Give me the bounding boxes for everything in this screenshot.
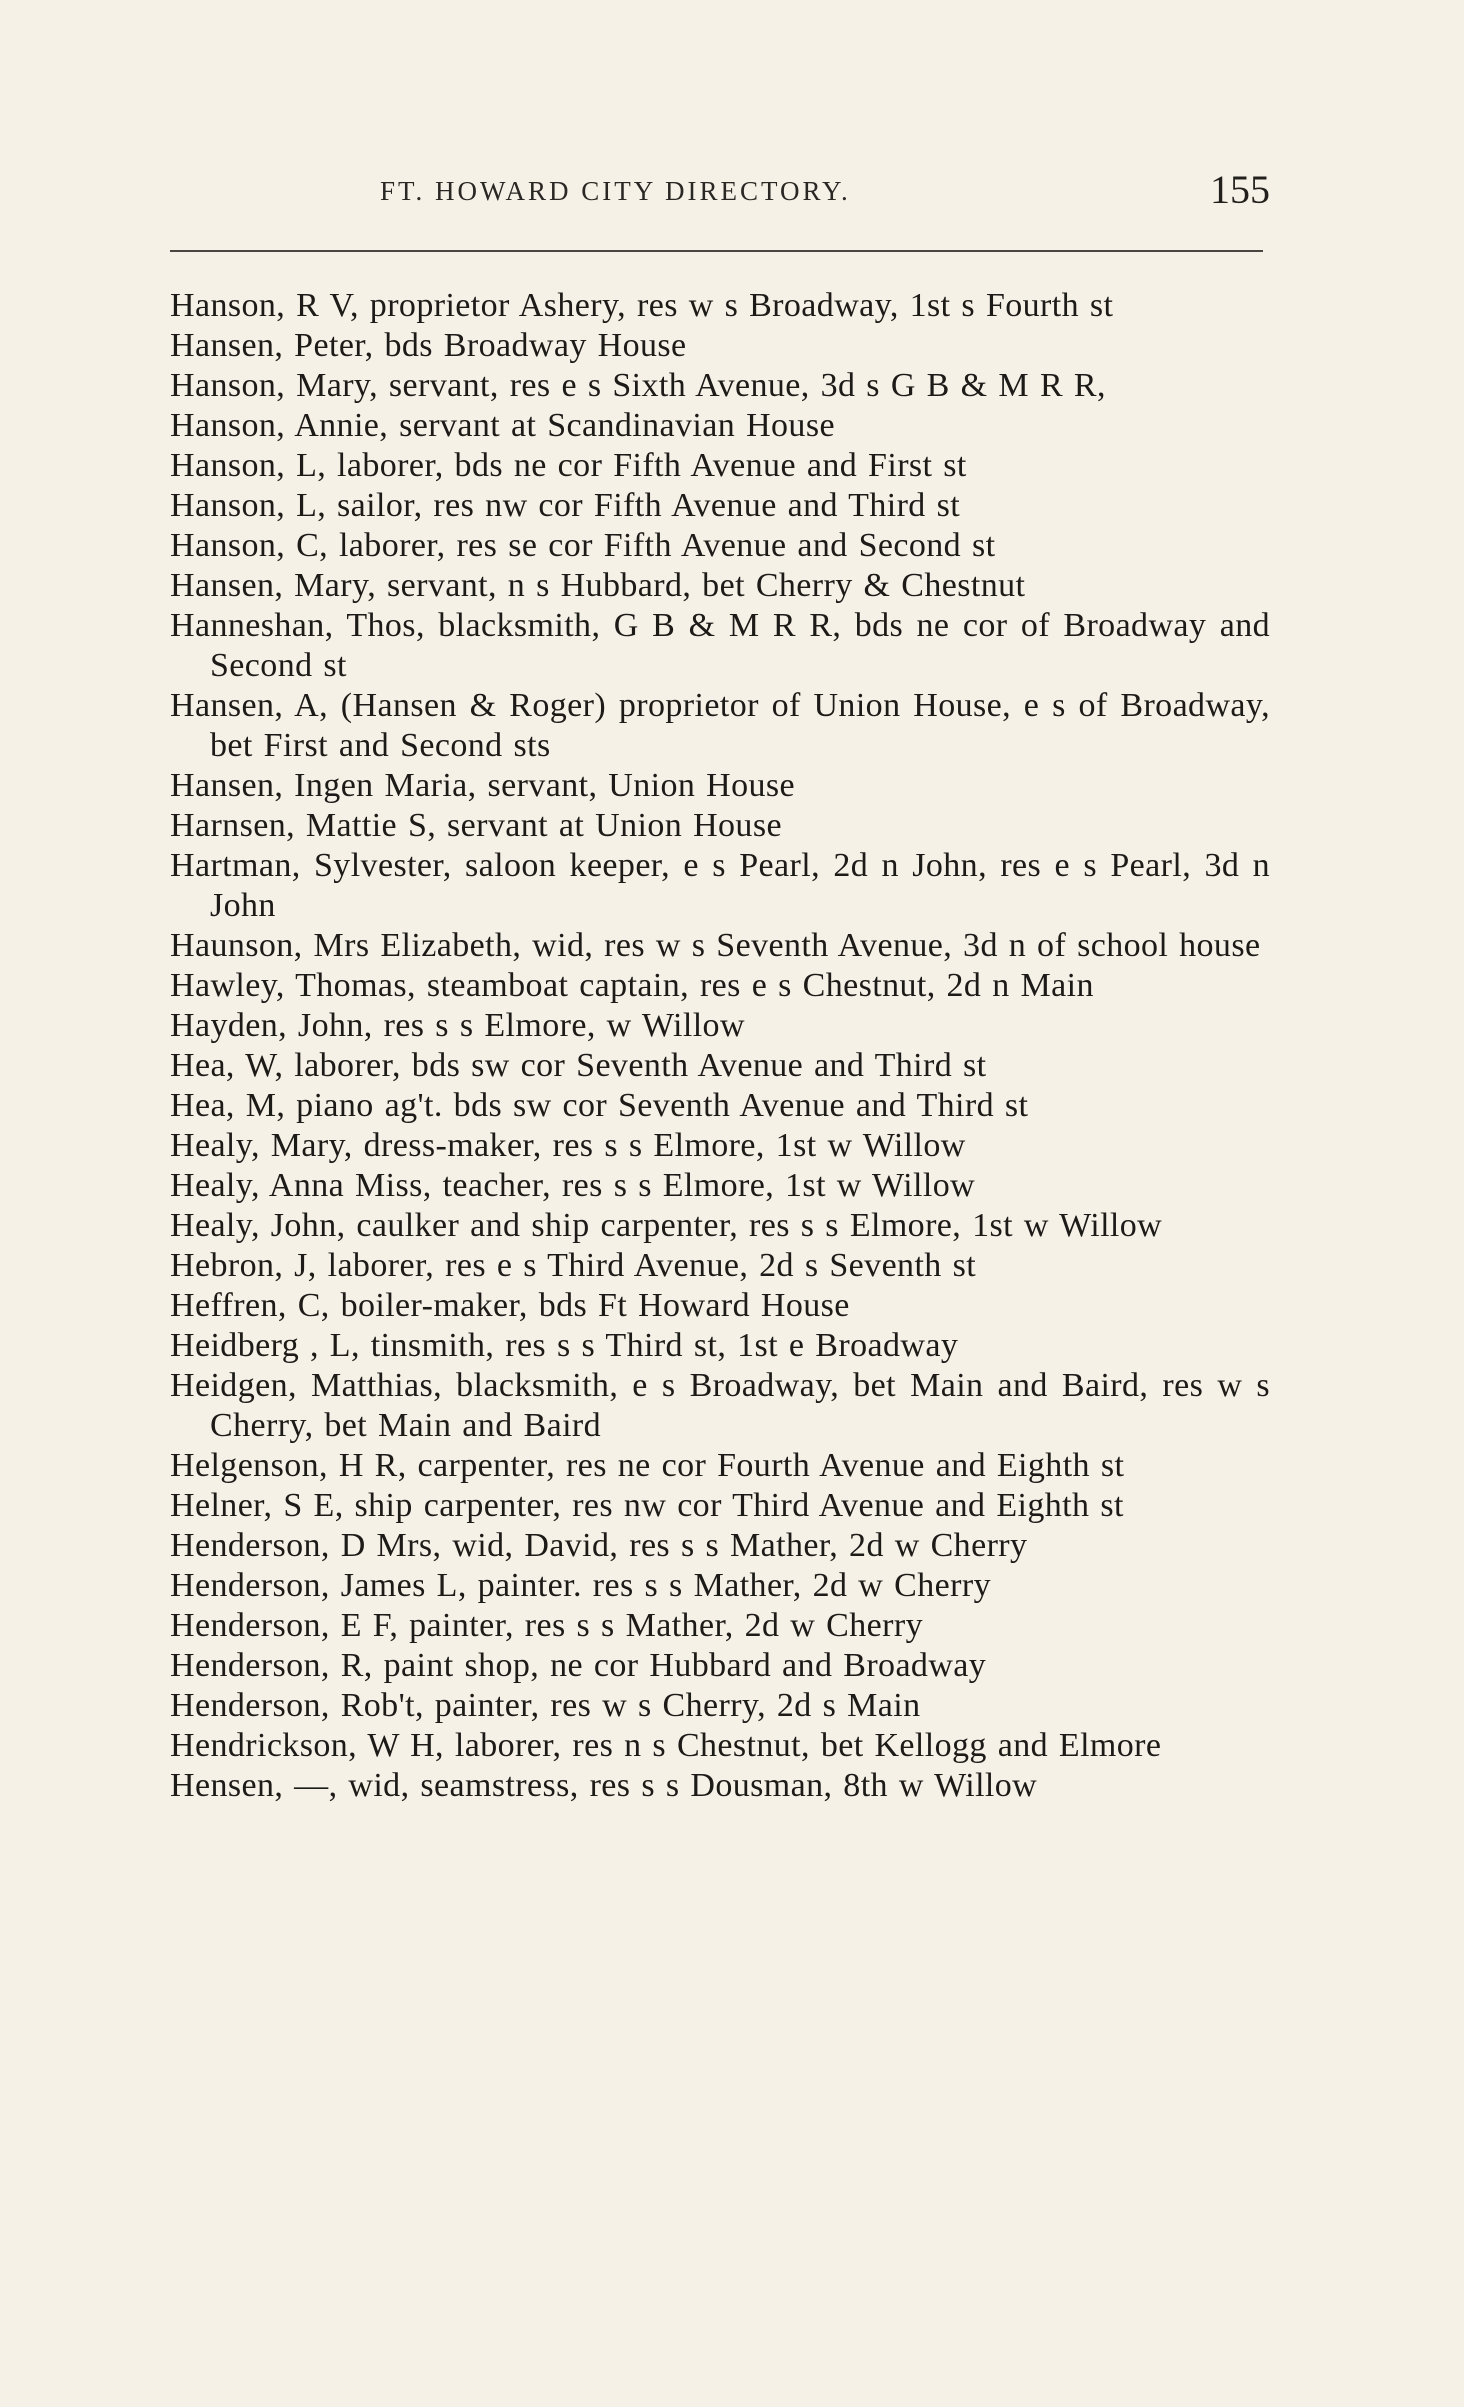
directory-entry: Helner, S E, ship carpenter, res nw cor Third Avenue and Eighth st: [170, 1487, 1124, 1524]
directory-entry: Hanson, Annie, servant at Scandinavian House: [170, 407, 835, 444]
directory-entry: Heidberg , L, tinsmith, res s s Third st, 1st e Broadway: [170, 1327, 959, 1364]
directory-entry: Hawley, Thomas, steamboat captain, res e s Chestnut, 2d n Main: [170, 967, 1094, 1004]
header-rule: [170, 250, 1263, 252]
directory-entry: Henderson, E F, painter, res s s Mather, 2d w Cherry: [170, 1607, 923, 1644]
directory-entry: Healy, Anna Miss, teacher, res s s Elmore, 1st w Willow: [170, 1167, 976, 1204]
directory-entry: Hebron, J, laborer, res e s Third Avenue, 2d s Seventh st: [170, 1247, 977, 1284]
directory-entry: Haunson, Mrs Elizabeth, wid, res w s Seventh Avenue, 3d n of school house: [170, 927, 1261, 964]
directory-entry: Henderson, Rob't, painter, res w s Cherry, 2d s Main: [170, 1687, 921, 1724]
directory-entry: Healy, John, caulker and ship carpenter, res s s Elmore, 1st w Willow: [170, 1207, 1163, 1244]
directory-entry: Hayden, John, res s s Elmore, w Willow: [170, 1007, 745, 1044]
directory-entry: Hea, W, laborer, bds sw cor Seventh Avenue and Third st: [170, 1047, 987, 1084]
directory-entry: Henderson, R, paint shop, ne cor Hubbard and Broadway: [170, 1647, 987, 1684]
directory-entries: [170, 286, 1270, 1806]
page-header: [170, 167, 1270, 220]
directory-entry: Hanson, Mary, servant, res e s Sixth Avenue, 3d s G B & M R R,: [170, 367, 1106, 404]
directory-entry: Hea, M, piano ag't. bds sw cor Seventh Avenue and Third st: [170, 1087, 1029, 1124]
directory-entry: Hanson, C, laborer, res se cor Fifth Avenue and Second st: [170, 527, 996, 564]
directory-entry: Hanson, R V, proprietor Ashery, res w s Broadway, 1st s Fourth st: [170, 287, 1114, 324]
running-header-title: FT. HOWARD CITY DIRECTORY.: [380, 176, 851, 206]
directory-entry: Hartman, Sylvester, saloon keeper, e s Pearl, 2d n John, res e s Pearl, 3d n John: [170, 847, 1270, 924]
directory-entry: Heidgen, Matthias, blacksmith, e s Broadway, bet Main and Baird, res w s Cherry, bet Main and Baird: [170, 1367, 1270, 1444]
directory-entry: Hansen, A, (Hansen & Roger) proprietor of Union House, e s of Broadway, bet First and Second sts: [170, 687, 1270, 764]
page-number: 155: [1210, 167, 1270, 212]
directory-entry: Hanson, L, laborer, bds ne cor Fifth Avenue and First st: [170, 447, 967, 484]
directory-entry: Hendrickson, W H, laborer, res n s Chestnut, bet Kellogg and Elmore: [170, 1727, 1162, 1764]
directory-entry: Hanson, L, sailor, res nw cor Fifth Avenue and Third st: [170, 487, 961, 524]
directory-entry: Harnsen, Mattie S, servant at Union House: [170, 807, 782, 844]
directory-entry: Henderson, D Mrs, wid, David, res s s Mather, 2d w Cherry: [170, 1527, 1028, 1564]
directory-entry: Hensen, —, wid, seamstress, res s s Dousman, 8th w Willow: [170, 1767, 1038, 1804]
directory-entry: Hanneshan, Thos, blacksmith, G B & M R R, bds ne cor of Broadway and Second st: [170, 607, 1270, 684]
directory-entry: Hansen, Peter, bds Broadway House: [170, 327, 687, 364]
directory-entry: Heffren, C, boiler-maker, bds Ft Howard House: [170, 1287, 850, 1324]
directory-entry: Healy, Mary, dress-maker, res s s Elmore, 1st w Willow: [170, 1127, 966, 1164]
directory-entry: Hansen, Ingen Maria, servant, Union House: [170, 767, 796, 804]
directory-entry: Hansen, Mary, servant, n s Hubbard, bet Cherry & Chestnut: [170, 567, 1026, 604]
directory-entry: Henderson, James L, painter. res s s Mather, 2d w Cherry: [170, 1567, 991, 1604]
directory-entry: Helgenson, H R, carpenter, res ne cor Fourth Avenue and Eighth st: [170, 1447, 1125, 1484]
